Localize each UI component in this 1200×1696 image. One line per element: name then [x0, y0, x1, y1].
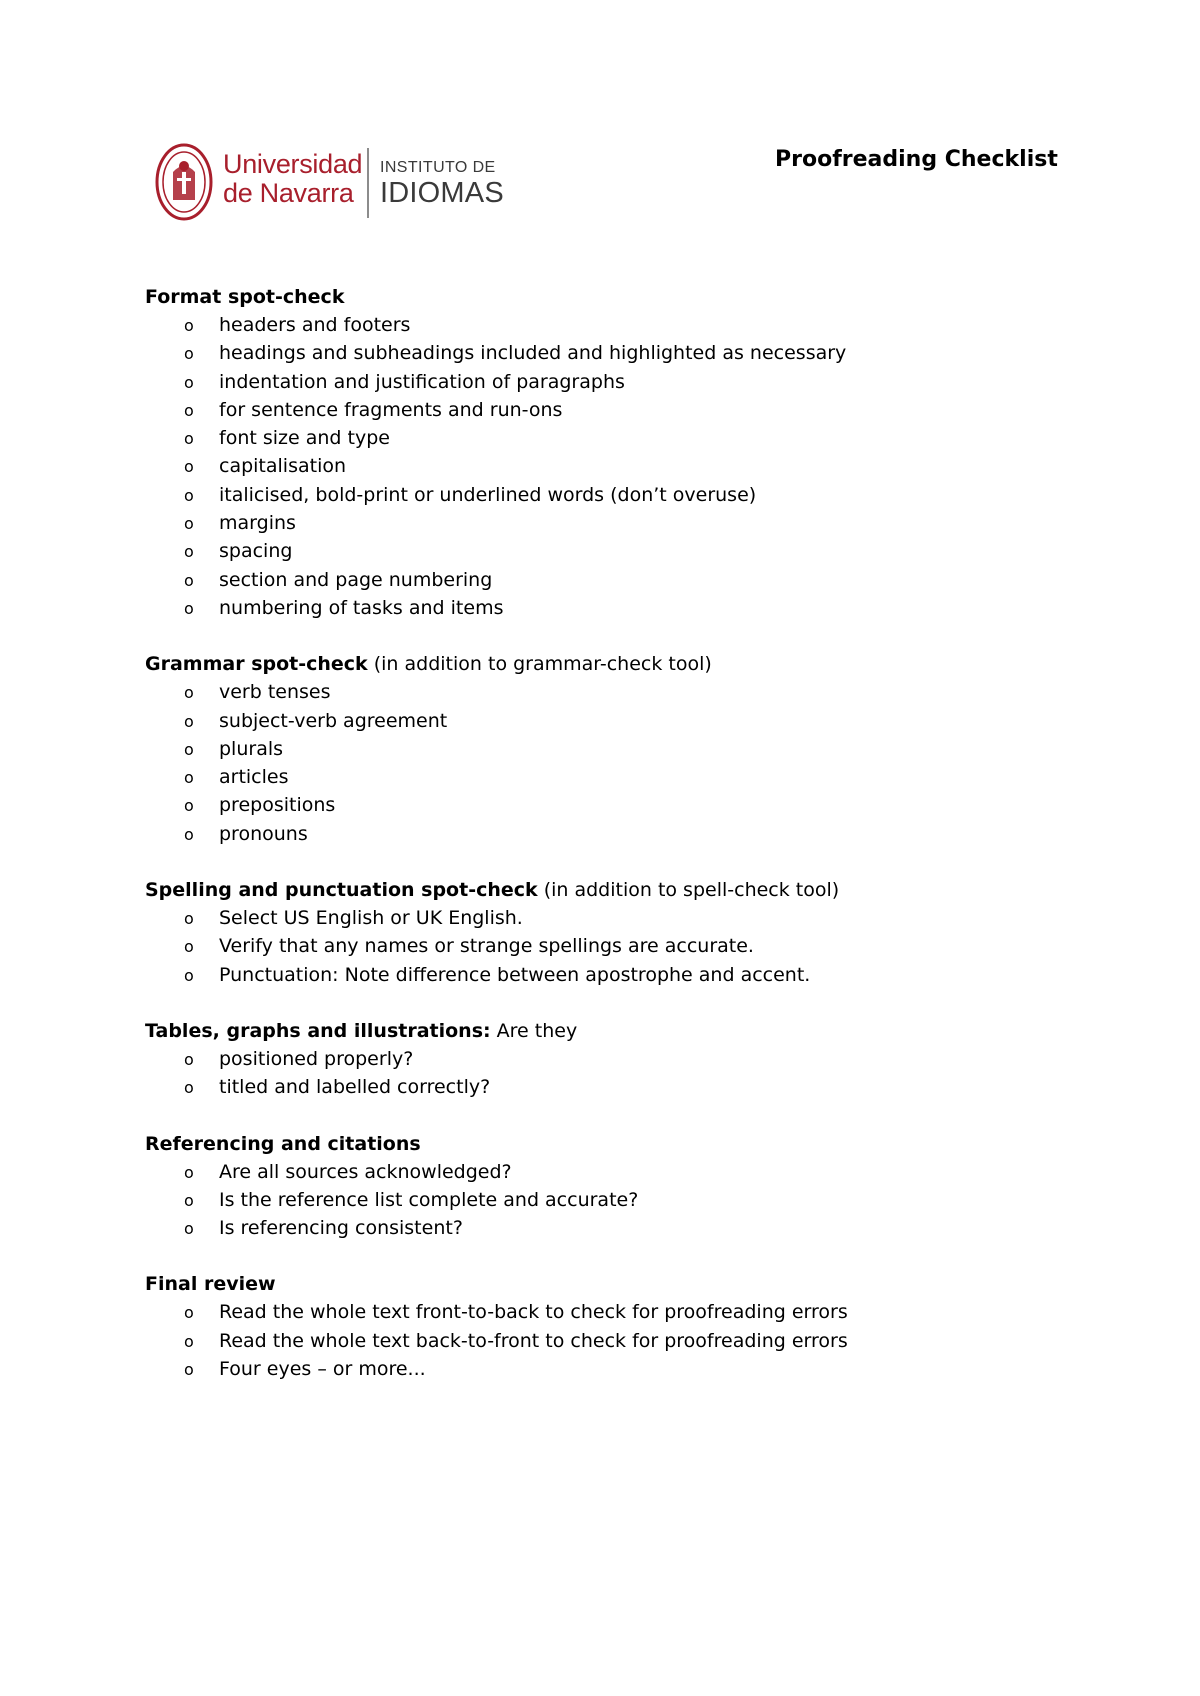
- section-heading-title: Grammar spot-check: [145, 653, 368, 676]
- bullet-icon: o: [184, 965, 194, 985]
- checklist-item: [145, 707, 1105, 735]
- checklist-item-text: Punctuation: Note difference between apostrophe and accent.: [219, 963, 811, 986]
- checklist-item: [145, 311, 1105, 339]
- bullet-icon: o: [184, 1219, 194, 1239]
- bullet-icon: o: [184, 824, 194, 844]
- section-heading: [145, 650, 1105, 678]
- checklist-item: [145, 1298, 1105, 1326]
- checklist-section: [145, 1130, 1105, 1243]
- section-heading-title: Format spot-check: [145, 286, 345, 308]
- checklist-items: [145, 904, 1105, 989]
- checklist-item-text: italicised, bold-print or underlined words (don’t overuse): [219, 483, 757, 506]
- bullet-icon: o: [184, 1162, 194, 1182]
- bullet-icon: o: [184, 683, 194, 703]
- checklist-item: [145, 961, 1105, 989]
- bullet-icon: o: [184, 485, 194, 505]
- checklist-item: [145, 1214, 1105, 1242]
- bullet-icon: o: [184, 1049, 194, 1069]
- checklist-item-text: for sentence fragments and run-ons: [219, 398, 563, 421]
- section-heading: [145, 1130, 1105, 1158]
- bullet-icon: o: [184, 344, 194, 364]
- checklist-item: [145, 1073, 1105, 1101]
- section-heading: [145, 876, 1105, 904]
- checklist-item-text: indentation and justification of paragraphs: [219, 370, 625, 393]
- university-name-line1: Universidad: [223, 149, 363, 179]
- checklist-item-text: margins: [219, 512, 296, 535]
- checklist-item-text: section and page numbering: [219, 568, 493, 591]
- checklist-item-text: capitalisation: [219, 455, 347, 478]
- bullet-icon: o: [184, 542, 194, 562]
- checklist-items: [145, 678, 1105, 848]
- bullet-icon: o: [184, 400, 194, 420]
- section-heading: [145, 1270, 1105, 1298]
- section-heading-title: Tables, graphs and illustrations:: [145, 1019, 491, 1042]
- university-logo: [155, 140, 504, 230]
- checklist-item-text: articles: [219, 766, 289, 789]
- institute-name: [380, 159, 504, 209]
- checklist-item-text: spacing: [219, 540, 293, 563]
- checklist-items: [145, 1045, 1105, 1102]
- checklist-item-text: titled and labelled correctly?: [219, 1076, 491, 1099]
- checklist-item: [145, 566, 1105, 594]
- checklist-item-text: Verify that any names or strange spellings are accurate.: [219, 935, 754, 958]
- checklist-item: [145, 932, 1105, 960]
- section-heading-note: Are they: [490, 1019, 578, 1042]
- checklist-item: [145, 481, 1105, 509]
- checklist-item-text: headings and subheadings included and highlighted as necessary: [219, 342, 847, 365]
- checklist-item-text: Are all sources acknowledged?: [219, 1160, 512, 1183]
- checklist-item: [145, 678, 1105, 706]
- bullet-icon: o: [184, 711, 194, 731]
- bullet-icon: o: [184, 768, 194, 788]
- checklist-item-text: headers and footers: [219, 314, 411, 336]
- bullet-icon: o: [184, 457, 194, 477]
- university-name: [223, 150, 362, 208]
- checklist-item-text: font size and type: [219, 427, 390, 450]
- checklist-item-text: Four eyes – or more...: [219, 1358, 426, 1381]
- checklist-section: [145, 283, 1105, 622]
- checklist-section: [145, 650, 1105, 848]
- checklist-items: [145, 311, 1105, 622]
- checklist-items: [145, 1298, 1105, 1383]
- checklist-item: [145, 1186, 1105, 1214]
- bullet-icon: o: [184, 937, 194, 957]
- bullet-icon: o: [184, 739, 194, 759]
- section-heading-note: (in addition to spell-check tool): [537, 879, 840, 902]
- checklist-item: [145, 1158, 1105, 1186]
- bullet-icon: o: [184, 429, 194, 449]
- document-title: Proofreading Checklist: [775, 147, 1058, 172]
- checklist-item: [145, 396, 1105, 424]
- bullet-icon: o: [184, 316, 194, 335]
- section-heading: [145, 1017, 1105, 1045]
- checklist-item-text: numbering of tasks and items: [219, 596, 504, 619]
- checklist-item-text: positioned properly?: [219, 1047, 414, 1070]
- bullet-icon: o: [184, 1303, 194, 1323]
- bullet-icon: o: [184, 796, 194, 816]
- bullet-icon: o: [184, 570, 194, 590]
- checklist-item: [145, 1327, 1105, 1355]
- checklist-item: [145, 594, 1105, 622]
- logo-divider: [367, 148, 369, 218]
- checklist-item: [145, 424, 1105, 452]
- checklist-item-text: verb tenses: [219, 681, 331, 704]
- bullet-icon: o: [184, 909, 194, 929]
- bullet-icon: o: [184, 1331, 194, 1351]
- section-heading: [145, 283, 1105, 311]
- section-heading-title: Final review: [145, 1273, 276, 1296]
- checklist-item: [145, 368, 1105, 396]
- university-name-line2: de Navarra: [223, 178, 354, 208]
- section-heading-title: Spelling and punctuation spot-check: [145, 879, 538, 902]
- checklist-item-text: Read the whole text back-to-front to check for proofreading errors: [219, 1329, 848, 1352]
- checklist-item: [145, 791, 1105, 819]
- checklist-body: [145, 283, 1105, 1411]
- checklist-item: [145, 763, 1105, 791]
- checklist-item-text: Is referencing consistent?: [219, 1217, 463, 1240]
- checklist-item: [145, 1045, 1105, 1073]
- checklist-item: [145, 452, 1105, 480]
- bullet-icon: o: [184, 1360, 194, 1380]
- checklist-item-text: pronouns: [219, 822, 308, 845]
- bullet-icon: o: [184, 514, 194, 534]
- checklist-item-text: Is the reference list complete and accurate?: [219, 1188, 639, 1211]
- checklist-item-text: Select US English or UK English.: [219, 907, 523, 930]
- institute-name-line2: IDIOMAS: [380, 177, 504, 209]
- checklist-item-text: prepositions: [219, 794, 336, 817]
- checklist-item-text: Read the whole text front-to-back to check for proofreading errors: [219, 1301, 848, 1324]
- bullet-icon: o: [184, 1078, 194, 1098]
- bullet-icon: o: [184, 372, 194, 392]
- checklist-item: [145, 339, 1105, 367]
- university-seal-icon: [155, 142, 213, 222]
- bullet-icon: o: [184, 598, 194, 618]
- institute-name-line1: INSTITUTO DE: [380, 159, 496, 176]
- checklist-item: [145, 509, 1105, 537]
- checklist-section: [145, 876, 1105, 989]
- checklist-item-text: plurals: [219, 737, 284, 760]
- checklist-item: [145, 820, 1105, 848]
- checklist-items: [145, 1158, 1105, 1243]
- checklist-section: [145, 1270, 1105, 1383]
- checklist-item: [145, 735, 1105, 763]
- bullet-icon: o: [184, 1190, 194, 1210]
- checklist-item-text: subject-verb agreement: [219, 709, 448, 732]
- section-heading-note: (in addition to grammar-check tool): [367, 653, 712, 676]
- section-heading-title: Referencing and citations: [145, 1132, 421, 1155]
- checklist-item: [145, 537, 1105, 565]
- checklist-item: [145, 904, 1105, 932]
- checklist-section: [145, 1017, 1105, 1102]
- checklist-item: [145, 1355, 1105, 1383]
